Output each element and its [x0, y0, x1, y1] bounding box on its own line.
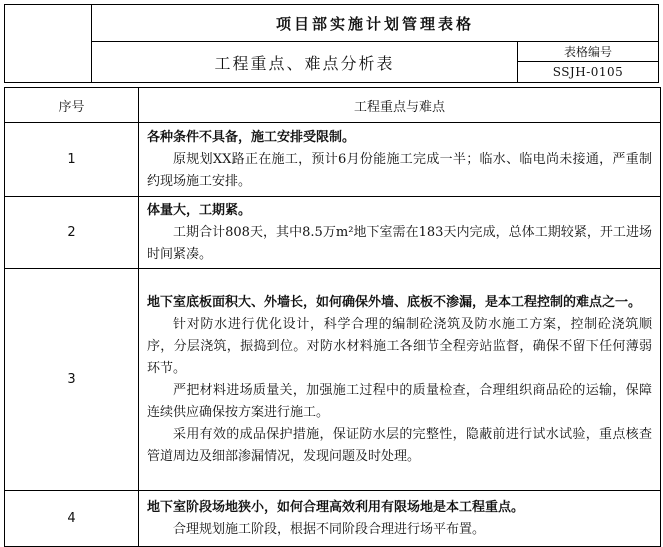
- row-content: [139, 491, 661, 547]
- form-main-title: 项目部实施计划管理表格: [92, 5, 658, 42]
- form-header: [4, 4, 659, 83]
- row-content: [139, 269, 661, 491]
- row-paragraph: 严把材料进场质量关，加强施工过程中的质量检查，合理组织商品砼的运输，保障连续供应确保按方案进行施工。: [147, 383, 652, 420]
- logo-cell: [5, 5, 92, 82]
- row-content: [139, 197, 661, 269]
- row-paragraph: 原规划XX路正在施工，预计6月份能施工完成一半；临水、临电尚未接通，严重制约现场施工安排。: [147, 152, 652, 189]
- row-paragraph: 工期合计808天，其中8.5万m²地下室需在183天内完成，总体工期较紧，开工进场时间紧凑。: [147, 225, 652, 262]
- table-row: [5, 491, 661, 547]
- row-lead: 体量大，工期紧。: [147, 203, 252, 218]
- row-paragraph: 针对防水进行优化设计，科学合理的编制砼浇筑及防水施工方案，控制砼浇筑顺序，分层浇筑，振捣到位。对防水材料施工各细节全程旁站监督，确保不留下任何薄弱环节。: [147, 317, 652, 376]
- row-lead: 地下室底板面积大、外墙长，如何确保外墙、底板不渗漏，是本工程控制的难点之一。: [147, 295, 642, 310]
- row-lead: 各种条件不具备，施工安排受限制。: [147, 130, 356, 145]
- col-header-content: 工程重点与难点: [139, 88, 661, 123]
- row-index: 2: [5, 197, 139, 269]
- form-code-label: 表格编号: [518, 42, 658, 62]
- form-code-value: SSJH-0105: [552, 65, 624, 79]
- analysis-table: [4, 87, 661, 547]
- row-index: 1: [5, 123, 139, 197]
- table-row: [5, 197, 661, 269]
- form-sub-title: 工程重点、难点分析表: [92, 42, 518, 82]
- row-paragraph: 合理规划施工阶段，根据不同阶段合理进行场平布置。: [173, 522, 486, 537]
- row-index: 4: [5, 491, 139, 547]
- table-row: [5, 269, 661, 491]
- table-header-row: [5, 88, 661, 123]
- row-content: [139, 123, 661, 197]
- row-index: 3: [5, 269, 139, 491]
- row-paragraph: 采用有效的成品保护措施，保证防水层的完整性，隐蔽前进行试水试验，重点核查管道周边及细部渗漏情况，发现问题及时处理。: [147, 427, 652, 464]
- col-header-index: 序号: [5, 88, 139, 123]
- table-row: [5, 123, 661, 197]
- row-lead: 地下室阶段场地狭小，如何合理高效利用有限场地是本工程重点。: [147, 500, 525, 515]
